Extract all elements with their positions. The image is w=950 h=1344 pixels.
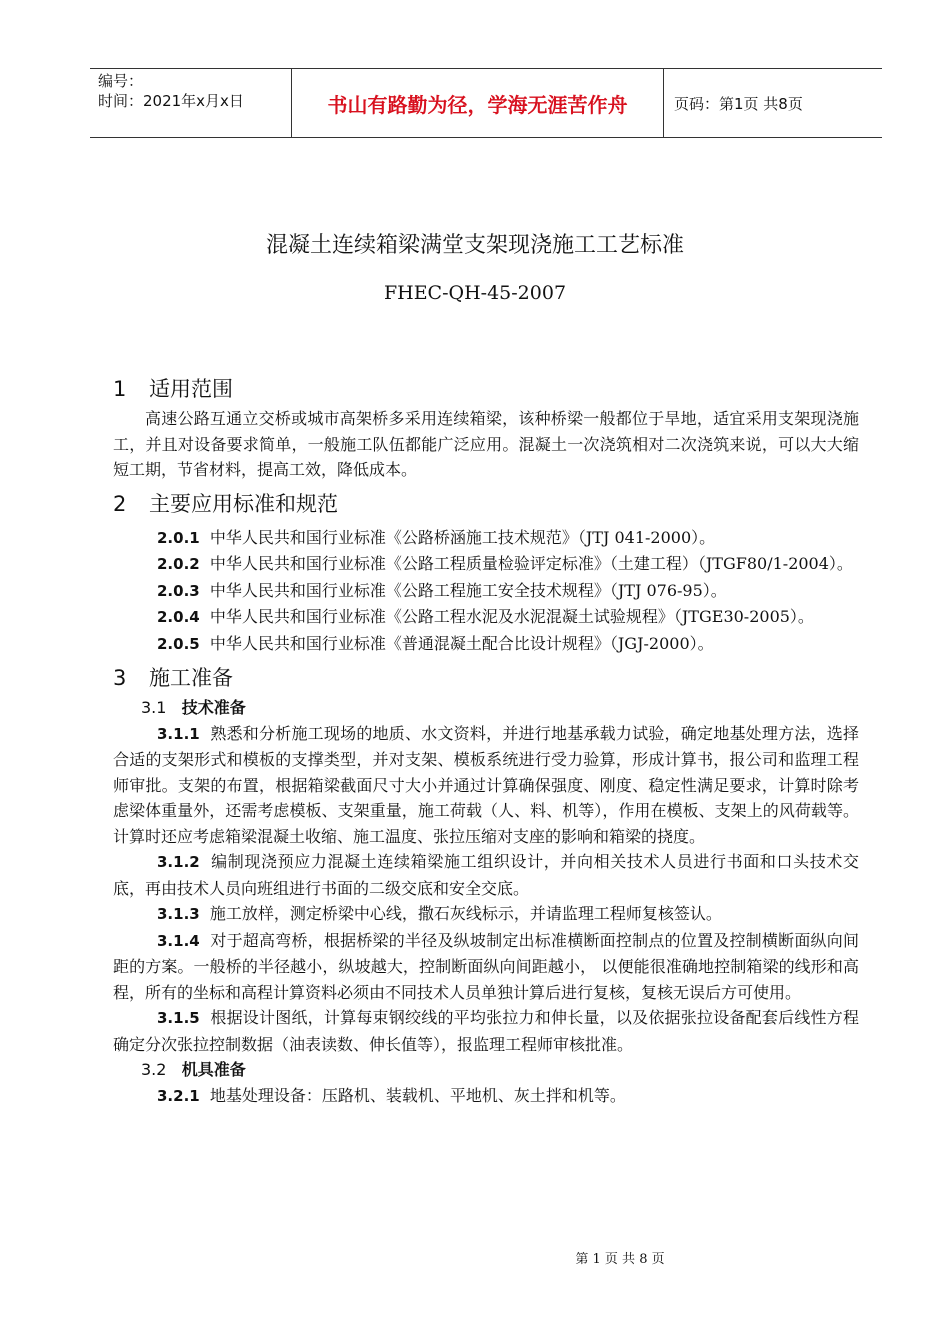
clause-2-0-2 — [113, 551, 859, 578]
clause-text: 地基处理设备：压路机、装载机、平地机、灰土拌和机等。 — [209, 1085, 626, 1105]
clause-number: 3.1.2 — [157, 853, 200, 871]
clause-number: 3.1.3 — [157, 905, 200, 923]
clause-text: 中华人民共和国行业标准《公路工程水泥及水泥混凝土试验规程》（JTGE30-2005）。 — [209, 607, 814, 626]
document-code: FHEC-QH-45-2007 — [383, 282, 567, 304]
section-number: 1 — [113, 377, 127, 401]
clause-number: 2.0.1 — [157, 528, 200, 547]
subsection-title: 技术准备 — [181, 698, 246, 717]
subsection-number: 3.1 — [141, 698, 167, 717]
section-title: 主要应用标准和规范 — [149, 491, 338, 516]
clause-number: 3.1.5 — [157, 1009, 200, 1027]
clause-number: 2.0.2 — [157, 555, 200, 573]
document-body — [113, 372, 859, 1109]
clause-text: 施工放样，测定桥梁中心线，撒石灰线标示，并请监理工程师复核签认。 — [209, 904, 722, 923]
section-1-paragraph: 高速公路互通立交桥或城市高架桥多采用连续箱梁，该种桥梁一般都位于旱地，适宜采用支架现浇施工，并且对设备要求简单，一般施工队伍都能广泛应用。混凝土一次浇筑相对二次浇筑来说，可以大大缩短工期，节省材料，提高工效，降低成本。 — [113, 409, 859, 479]
clause-text: 中华人民共和国行业标准《公路工程施工安全技术规程》（JTJ 076-95）。 — [209, 580, 727, 600]
clause-number: 3.2.1 — [157, 1086, 200, 1105]
page-label: 页码：第1页 共8页 — [674, 94, 803, 113]
clause-number: 2.0.3 — [157, 581, 200, 600]
motto-text: 书山有路勤为径，学海无涯苦作舟 — [292, 69, 664, 137]
document-title: 混凝土连续箱梁满堂支架现浇施工工艺标准 — [265, 233, 684, 258]
clause-number: 2.0.5 — [157, 634, 200, 653]
subsection-3-1-heading — [113, 695, 859, 721]
clause-text: 中华人民共和国行业标准《公路桥涵施工技术规范》（JTJ 041-2000）。 — [209, 527, 716, 547]
section-2-heading — [113, 487, 859, 521]
clause-3-2-1 — [113, 1083, 859, 1110]
clause-number: 3.1.4 — [157, 931, 200, 950]
subsection-3-2-heading — [113, 1057, 859, 1083]
header-table — [90, 68, 882, 138]
clause-2-0-1 — [113, 525, 859, 552]
clause-3-1-5 — [113, 1005, 859, 1057]
clause-text: 对于超高弯桥，根据桥梁的半径及纵坡制定出标准横断面控制点的位置及控制横断面纵向间距的方案。一般桥的半径越小，纵坡越大，控制断面纵向间距越小， 以便能很准确地控制箱梁的线形和高程，所有的坐标和高程计算资料必须由不同技术人员单独计算后进行复核，复核无误后方可使用。 — [113, 930, 859, 1002]
clause-2-0-5 — [113, 631, 859, 658]
section-title: 施工准备 — [149, 666, 233, 690]
clause-3-1-1 — [113, 721, 859, 850]
clause-2-0-4 — [113, 604, 859, 631]
clause-3-1-2 — [113, 849, 859, 901]
section-number: 3 — [113, 666, 127, 690]
subsection-number: 3.2 — [141, 1060, 167, 1079]
header-left-cell — [90, 69, 292, 137]
section-1-heading — [113, 372, 859, 406]
clause-text: 熟悉和分析施工现场的地质、水文资料，并进行地基承载力试验，确定地基处理方法，选择合适的支架形式和模板的支撑类型，并对支架、模板系统进行受力验算，形成计算书，报公司和监理工程师审批。支架的布置，根据箱梁截面尺寸大小并通过计算确保强度、刚度、稳定性满足要求，计算时除考虑梁体重量外，还需考虑模板、支架重量，施工荷载（人、料、机等），作用在模板、支架上的风荷载等。计算时还应考虑箱梁混凝土收缩、施工温度、张拉压缩对支座的影响和箱梁的挠度。 — [113, 723, 859, 846]
section-number: 2 — [113, 491, 127, 516]
page-footer: 第 1 页 共 8 页 — [575, 1252, 665, 1267]
clause-text: 根据设计图纸，计算每束钢绞线的平均张拉力和伸长量，以及依据张拉设备配套后线性方程确定分次张拉控制数据（油表读数、伸长值等），报监理工程师审核批准。 — [113, 1008, 859, 1054]
section-title: 适用范围 — [149, 377, 233, 401]
clause-3-1-4 — [113, 928, 859, 1006]
time-label: 时间：2021年x月x日 — [98, 92, 244, 110]
clause-number: 3.1.1 — [157, 724, 200, 743]
subsection-title: 机具准备 — [181, 1060, 246, 1079]
clause-number: 2.0.4 — [157, 608, 200, 626]
clause-text: 中华人民共和国行业标准《普通混凝土配合比设计规程》（JGJ-2000）。 — [209, 633, 714, 653]
section-3-heading — [113, 661, 859, 695]
clause-3-1-3 — [113, 901, 859, 928]
clause-text: 编制现浇预应力混凝土连续箱梁施工组织设计，并向相关技术人员进行书面和口头技术交底，再由技术人员向班组进行书面的二级交底和安全交底。 — [113, 852, 859, 898]
clause-text: 中华人民共和国行业标准《公路工程质量检验评定标准》（土建工程）（JTGF80/1-2004）。 — [209, 554, 853, 573]
clause-2-0-3 — [113, 578, 859, 605]
serial-label: 编号： — [98, 72, 144, 90]
